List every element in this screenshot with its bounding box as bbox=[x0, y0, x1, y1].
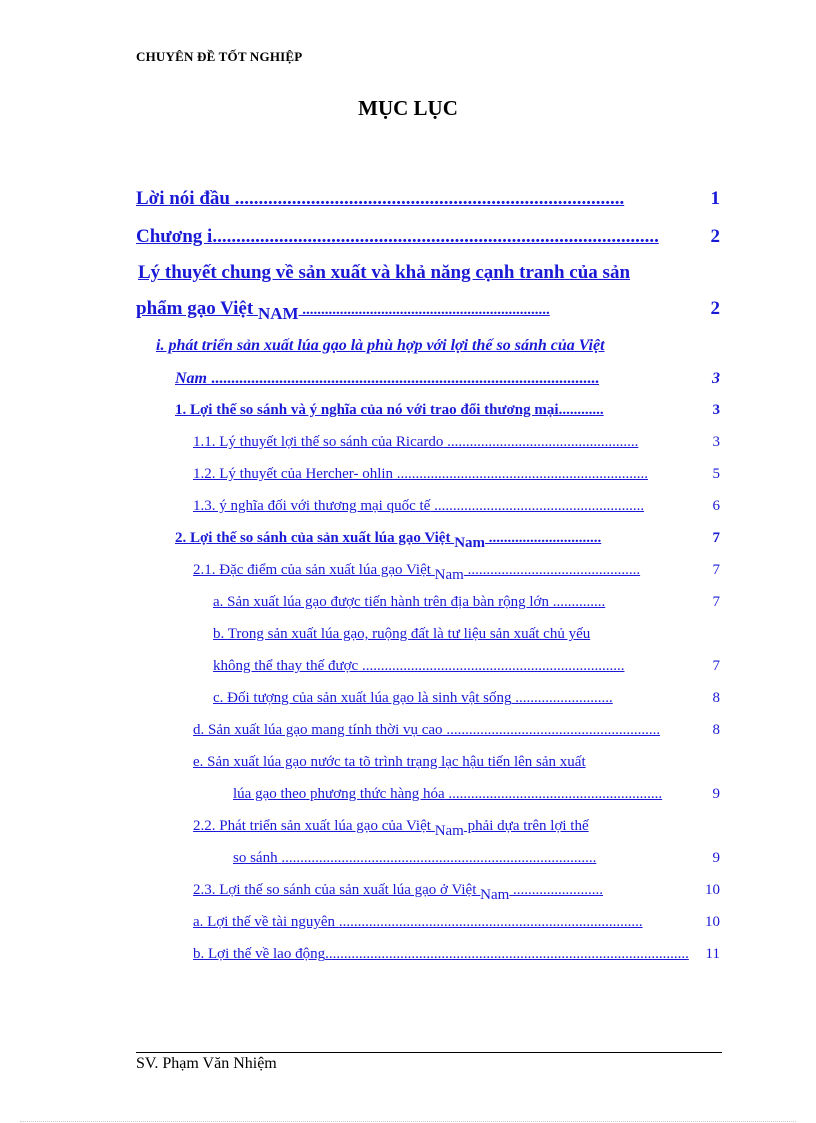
toc-entry-subscript: Nam bbox=[434, 567, 464, 583]
toc-entry-text: e. Sản xuất lúa gạo nước ta tõ trình trạng lạc hậu tiến lên sản xuất bbox=[193, 754, 586, 770]
toc-entry-text: a. Sản xuất lúa gạo được tiến hành trên địa bàn rộng lớn bbox=[213, 594, 549, 610]
toc-entry-section-i-line-2[interactable]: Nam ................................................................................................. 3 bbox=[175, 370, 720, 387]
toc-entry-text: c. Đối tượng của sản xuất lúa gạo là sinh vật sống bbox=[213, 690, 512, 706]
document-header: CHUYÊN ĐỀ TỐT NGHIỆP bbox=[136, 49, 303, 64]
toc-entry-2-3-a[interactable]: a. Lợi thế về tài nguyên ................................................................................. 10 bbox=[193, 914, 720, 930]
toc-entry-text: 1.3. ý nghĩa đối với thương mại quốc tế bbox=[193, 498, 431, 514]
toc-entry-page: 8 bbox=[712, 690, 720, 706]
toc-entry-text: không thể thay thế được bbox=[213, 658, 359, 674]
toc-entry-page: 10 bbox=[705, 882, 720, 898]
toc-entry-page: 11 bbox=[705, 946, 720, 962]
toc-entry-page: 6 bbox=[712, 498, 720, 514]
toc-entry-subscript: Nam bbox=[480, 887, 510, 903]
toc-entry-2-1-a[interactable]: a. Sản xuất lúa gạo được tiến hành trên địa bàn rộng lớn .............. 7 bbox=[213, 594, 720, 610]
toc-entry-section-i-line-1[interactable] bbox=[156, 337, 700, 361]
page-bottom-edge bbox=[20, 1121, 796, 1122]
toc-entry-page: 10 bbox=[705, 914, 720, 930]
toc-entry-2-3-b[interactable]: b. Lợi thế về lao động................................................................................................. 11 bbox=[193, 946, 720, 962]
toc-entry-2-1-e-line-1[interactable] bbox=[193, 754, 724, 776]
toc-entry-text: b. Lợi thế về lao động bbox=[193, 946, 326, 962]
toc-entry-2-2-line-2[interactable]: so sánh .................................................................................... 9 bbox=[233, 850, 720, 866]
toc-entry-text: 2.3. Lợi thế so sánh của sản xuất lúa gạo ở Việt bbox=[193, 882, 481, 898]
toc-entry-text: 2.2. Phát triển sản xuất lúa gạo của Việt bbox=[193, 818, 435, 834]
toc-entry-text: 1.1. Lý thuyết lợi thế so sánh của Ricardo bbox=[193, 434, 444, 450]
toc-entry-text: i. phát triển sản xuất lúa gạo là phù hợp với lợi thế so sánh của Việt bbox=[156, 337, 605, 354]
toc-entry-2-3[interactable]: 2.3. Lợi thế so sánh của sản xuất lúa gạo ở Việt Nam ........................ 10 bbox=[193, 882, 720, 903]
toc-entry-text: 2.1. Đặc điểm của sản xuất lúa gạo Việt bbox=[193, 562, 435, 578]
toc-entry-2-1-c[interactable]: c. Đối tượng của sản xuất lúa gạo là sinh vật sống .......................... 8 bbox=[213, 690, 720, 706]
toc-entry-text: phẩm gạo Việt bbox=[136, 298, 258, 319]
toc-entry-page: 7 bbox=[712, 562, 720, 578]
toc-entry-text: lúa gạo theo phương thức hàng hóa bbox=[233, 786, 445, 802]
toc-entry-theory-line-2[interactable]: phẩm gạo Việt NAM .................................................................. 2 bbox=[136, 298, 720, 323]
toc-entry-text: 2. Lợi thế so sánh của sản xuất lúa gạo Việt bbox=[175, 530, 455, 546]
toc-entry-text: Lý thuyết chung về sản xuất và khả năng cạnh tranh của sản bbox=[138, 262, 631, 283]
toc-entry-page: 7 bbox=[712, 594, 720, 610]
toc-entry-1[interactable]: 1. Lợi thế so sánh và ý nghĩa của nó với trao đổi thương mại............ 3 bbox=[175, 402, 720, 418]
toc-entry-text: b. Trong sản xuất lúa gạo, ruộng đất là tư liệu sản xuất chủ yếu bbox=[213, 626, 591, 642]
toc-entry-2[interactable]: 2. Lợi thế so sánh của sản xuất lúa gạo Việt Nam .............................. 7 bbox=[175, 530, 720, 551]
toc-entry-page: 3 bbox=[712, 402, 720, 418]
toc-entry-subscript: Nam bbox=[434, 823, 464, 839]
footer-divider bbox=[136, 1052, 722, 1053]
toc-entry-page: 5 bbox=[712, 466, 720, 482]
toc-entry-text: 1. Lợi thế so sánh và ý nghĩa của nó với trao đổi thương mại bbox=[175, 402, 559, 418]
page-title: MỤC LỤC bbox=[358, 96, 458, 120]
footer-author: SV. Phạm Văn Nhiệm bbox=[136, 1055, 277, 1072]
toc-entry-text: Chương i bbox=[136, 226, 213, 247]
toc-entry-subscript: NAM bbox=[257, 304, 299, 323]
toc-entry-page: 2 bbox=[710, 226, 720, 247]
toc-entry-text: so sánh bbox=[233, 850, 282, 866]
toc-entry-page: 8 bbox=[712, 722, 720, 738]
toc-entry-text: Nam bbox=[175, 370, 211, 387]
toc-entry-page: 9 bbox=[712, 850, 720, 866]
toc-entry-page: 9 bbox=[712, 786, 720, 802]
toc-entry-page: 3 bbox=[712, 370, 720, 387]
toc-entry-theory-line-1[interactable] bbox=[138, 262, 720, 288]
toc-entry-page: 2 bbox=[710, 298, 720, 319]
toc-entry-subscript: Nam bbox=[454, 535, 486, 551]
toc-entry-page: 7 bbox=[712, 658, 720, 674]
toc-entry-1-1[interactable]: 1.1. Lý thuyết lợi thế so sánh của Ricardo ................................................... 3 bbox=[193, 434, 720, 450]
toc-entry-text: a. Lợi thế về tài nguyên bbox=[193, 914, 339, 930]
toc-entry-2-2-line-1[interactable] bbox=[193, 818, 758, 844]
toc-entry-1-2[interactable]: 1.2. Lý thuyết của Hercher- ohlin ................................................................... 5 bbox=[193, 466, 720, 482]
toc-entry-page: 1 bbox=[710, 188, 720, 209]
toc-entry-2-1[interactable]: 2.1. Đặc điểm của sản xuất lúa gạo Việt Nam .............................................. 7 bbox=[193, 562, 720, 583]
toc-entry-text: d. Sản xuất lúa gạo mang tính thời vụ cao bbox=[193, 722, 443, 738]
toc-entry-text: Lời nói đầu bbox=[136, 188, 230, 209]
toc-entry-page: 7 bbox=[712, 530, 720, 546]
toc-entry-chapter-1[interactable]: Chương i.............................................................................................. 2 bbox=[136, 226, 720, 247]
toc-entry-2-1-b-line-1[interactable] bbox=[213, 626, 703, 648]
toc-entry-page: 3 bbox=[712, 434, 720, 450]
toc-entry-1-3[interactable]: 1.3. ý nghĩa đối với thương mại quốc tế ........................................................ 6 bbox=[193, 498, 720, 514]
toc-entry-2-1-b-line-2[interactable]: không thể thay thế được ...................................................................... 7 bbox=[213, 658, 720, 674]
toc-entry-2-1-e-line-2[interactable]: lúa gạo theo phương thức hàng hóa ......................................................... 9 bbox=[233, 786, 720, 802]
toc-entry-text: 1.2. Lý thuyết của Hercher- ohlin bbox=[193, 466, 394, 482]
toc-entry-preface[interactable]: Lời nói đầu .................................................................................. 1 bbox=[136, 188, 720, 209]
toc-entry-text-after: phải dựa trên lợi thế bbox=[463, 818, 589, 834]
toc-entry-2-1-d[interactable]: d. Sản xuất lúa gạo mang tính thời vụ cao ......................................................... 8 bbox=[193, 722, 720, 738]
